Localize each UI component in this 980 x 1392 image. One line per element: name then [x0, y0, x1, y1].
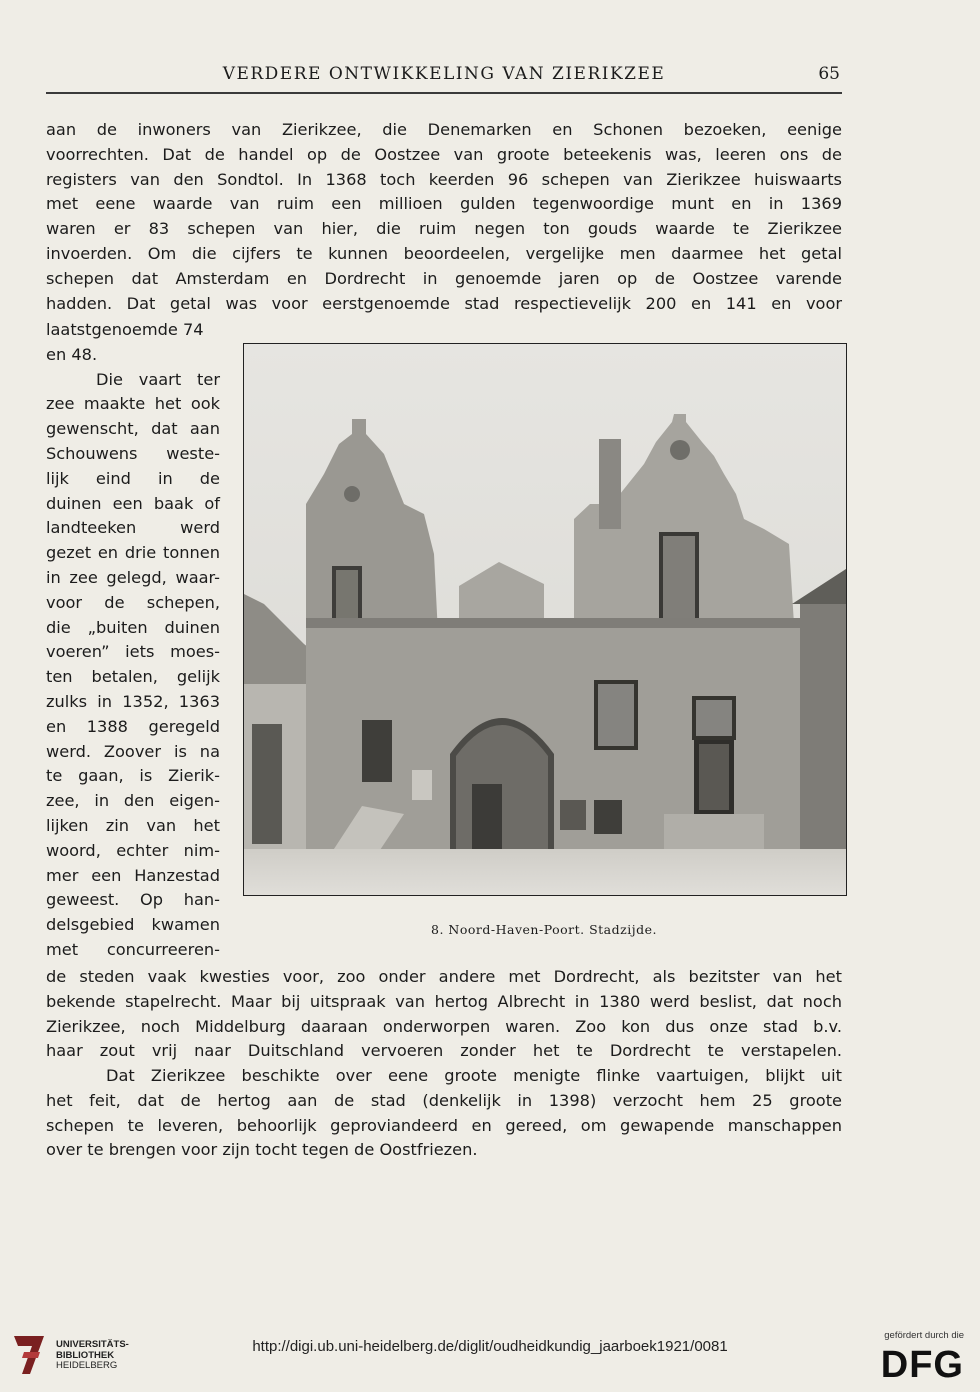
dfg-logo: DFG [880, 1344, 964, 1386]
text-line: ten betalen, gelijk [46, 667, 220, 687]
text-line: registers van den Sondtol. In 1368 toch keerden 96 schepen van Zierikzee huiswaarts [46, 169, 842, 189]
text-line: het feit, dat de hertog aan de stad (denkelijk in 1398) verzocht hem 25 groote [46, 1090, 842, 1110]
text-line: die „buiten duinen [46, 617, 220, 637]
text-line: voor de schepen, [46, 592, 220, 612]
top-paragraph [46, 118, 842, 316]
text-line: invoerden. Om die cijfers te kunnen beoordeelen, vergelijke men daarmee het getal [46, 243, 842, 263]
text-line: zulks in 1352, 1363 [46, 691, 220, 711]
photo-illustration [244, 344, 846, 895]
text-line: woord, echter nim- [46, 840, 220, 860]
text-line: en 1388 geregeld [46, 716, 220, 736]
text-line: met eene waarde van ruim een millioen gulden tegenwoordige munt en in 1369 [46, 194, 842, 214]
text-line: geweest. Op han- [46, 890, 220, 910]
text-line: duinen een baak of [46, 493, 220, 513]
text-line: gezet en drie tonnen [46, 543, 220, 563]
library-line-3: HEIDELBERG [56, 1360, 118, 1371]
text-line: gewenscht, dat aan [46, 419, 220, 439]
text-line: werd. Zoover is na [46, 741, 220, 761]
gate-photograph [243, 343, 847, 896]
text-line: te gaan, is Zierik- [46, 766, 220, 786]
source-url-link[interactable]: http://digi.ub.uni-heidelberg.de/diglit/oudheidkundig_jaarboek1921/0081 [252, 1338, 728, 1355]
text-line: Zierikzee, noch Middelburg daaraan onderworpen waren. Zoo kon dus onze stad b.v. [46, 1016, 842, 1036]
text-line: zee maakte het ook [46, 394, 220, 414]
text-line: schepen te leveren, behoorlijk geproviandeerd en gereed, om gewapende manschappen [46, 1115, 842, 1135]
text-line: met concurreeren- [46, 939, 220, 959]
text-line: de steden vaak kwesties voor, zoo onder andere met Dordrecht, als bezitster van het [46, 967, 842, 986]
page-number: 65 [818, 64, 840, 84]
text-line: aan de inwoners van Zierikzee, die Denemarken en Schonen bezoeken, eenige [46, 120, 842, 139]
text-line: zee, in den eigen- [46, 791, 220, 811]
text-line: mer een Hanzestad [46, 865, 220, 885]
text-line: Schouwens weste- [46, 443, 220, 463]
text-line: Die vaart ter [96, 369, 220, 389]
text-line: Dat Zierikzee beschikte over eene groote menigte flinke vaartuigen, blijkt uit [106, 1066, 842, 1085]
text-line: laatstgenoemde 74 [46, 320, 204, 339]
text-line: haar zout vrij naar Duitschland vervoeren zonder het te Dordrecht te verstapelen. [46, 1041, 842, 1061]
text-line: bekende stapelrecht. Maar bij uitspraak van hertog Albrecht in 1380 werd beslist, dat noch [46, 991, 842, 1011]
library-line-2: BIBLIOTHEK [56, 1349, 115, 1361]
text-line: schepen dat Amsterdam en Dordrecht in genoemde jaren op de Oostzee varende [46, 268, 842, 288]
text-line: voorrechten. Dat de handel op de Oostzee van groote beteekenis was, leeren ons de [46, 144, 842, 164]
text-line: en 48. [46, 344, 98, 364]
text-line: landteeken werd [46, 518, 220, 538]
text-line: voeren” iets moes- [46, 642, 220, 662]
bottom-paragraph-1 [46, 965, 842, 1064]
text-line: lijk eind in de [46, 468, 220, 488]
running-title: VERDERE ONTWIKKELING VAN ZIERIKZEE [222, 64, 666, 84]
funding-note: gefördert durch die [884, 1330, 964, 1341]
page-header [46, 62, 842, 94]
text-line: lijken zin van het [46, 815, 220, 835]
text-line: waren er 83 schepen van hier, die ruim negen ton gouds waarde te Zierikzee [46, 219, 842, 239]
text-line: hadden. Dat getal was voor eerstgenoemde stad respectievelijk 200 en 141 en voor [46, 293, 842, 313]
text-line: delsgebied kwamen [46, 915, 220, 935]
figure-caption: 8. Noord-Haven-Poort. Stadzijde. [431, 922, 657, 937]
bottom-paragraph-2 [46, 1064, 842, 1163]
text-line: over te brengen voor zijn tocht tegen de Oostfriezen. [46, 1140, 478, 1160]
library-line-1: UNIVERSITÄTS- [56, 1339, 129, 1350]
side-column-text [46, 318, 220, 963]
text-line: in zee gelegd, waar- [46, 567, 220, 587]
